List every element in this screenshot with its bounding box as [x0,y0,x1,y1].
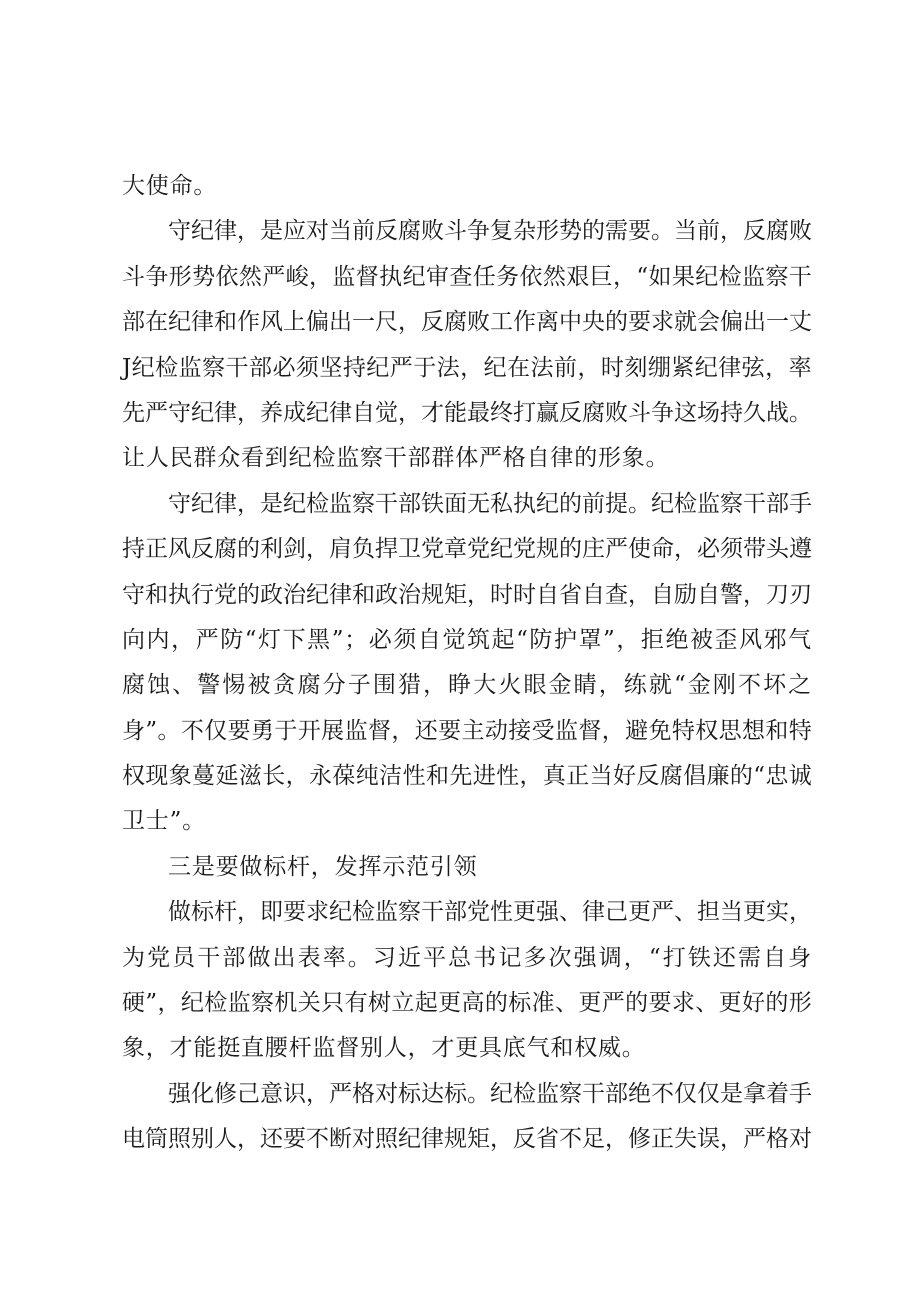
text-line: 身”。不仅要勇于开展监督，还要主动接受监督，避免特权思想和特 [122,717,812,744]
text-line: 守纪律，是纪检监察干部铁面无私执纪的前提。纪检监察干部手 [168,490,812,517]
text-line: 部在纪律和作风上偏出一尺，反腐败工作离中央的要求就会偏出一丈 [122,309,812,336]
text-line: 守和执行党的政治纪律和政治规矩，时时自省自查，自励自警，刀刃 [122,581,812,608]
text-line: 象，才能挺直腰杆监督别人，才更具底气和权威。 [122,1035,646,1062]
text-line: 硬”，纪检监察机关只有树立起更高的标准、更严的要求、更好的形 [122,990,812,1017]
text-line: 腐蚀、警惕被贪腐分子围猎，睁大火眼金睛，练就“金刚不坏之 [122,672,812,699]
text-line: 权现象蔓延滋长，永葆纯洁性和先进性，真正当好反腐倡廉的“忠诚 [122,763,812,790]
document-body [122,164,812,1163]
text-line: 持正风反腐的利剑，肩负捍卫党章党纪党规的庄严使命，必须带头遵 [122,536,812,563]
text-line: 三是要做标杆，发挥示范引领 [168,853,478,880]
text-line: 先严守纪律，养成纪律自觉，才能最终打赢反腐败斗争这场持久战。 [122,399,812,426]
text-line: 守纪律，是应对当前反腐败斗争复杂形势的需要。当前，反腐败 [168,218,812,245]
text-line: 卫士”。 [122,808,206,835]
text-line: 强化修己意识，严格对标达标。纪检监察干部绝不仅仅是拿着手 [168,1080,812,1107]
text-line: 电筒照别人，还要不断对照纪律规矩，反省不足，修正失误，严格对 [122,1126,812,1153]
text-line: 斗争形势依然严峻，监督执纪审查任务依然艰巨，“如果纪检监察干 [122,263,812,290]
text-line: 做标杆，即要求纪检监察干部党性更强、律己更严、担当更实， [168,899,812,926]
text-line: 让人民群众看到纪检监察干部群体严格自律的形象。 [122,445,670,472]
text-line: 向内，严防“灯下黑”；必须自觉筑起“防护罩”，拒绝被歪风邪气 [122,626,812,653]
text-line: J纪检监察干部必须坚持纪严于法，纪在法前，时刻绷紧纪律弦，率 [122,354,812,381]
text-line: 大使命。 [122,173,218,199]
text-line: 为党员干部做出表率。习近平总书记多次强调，“打铁还需自身 [122,944,812,971]
